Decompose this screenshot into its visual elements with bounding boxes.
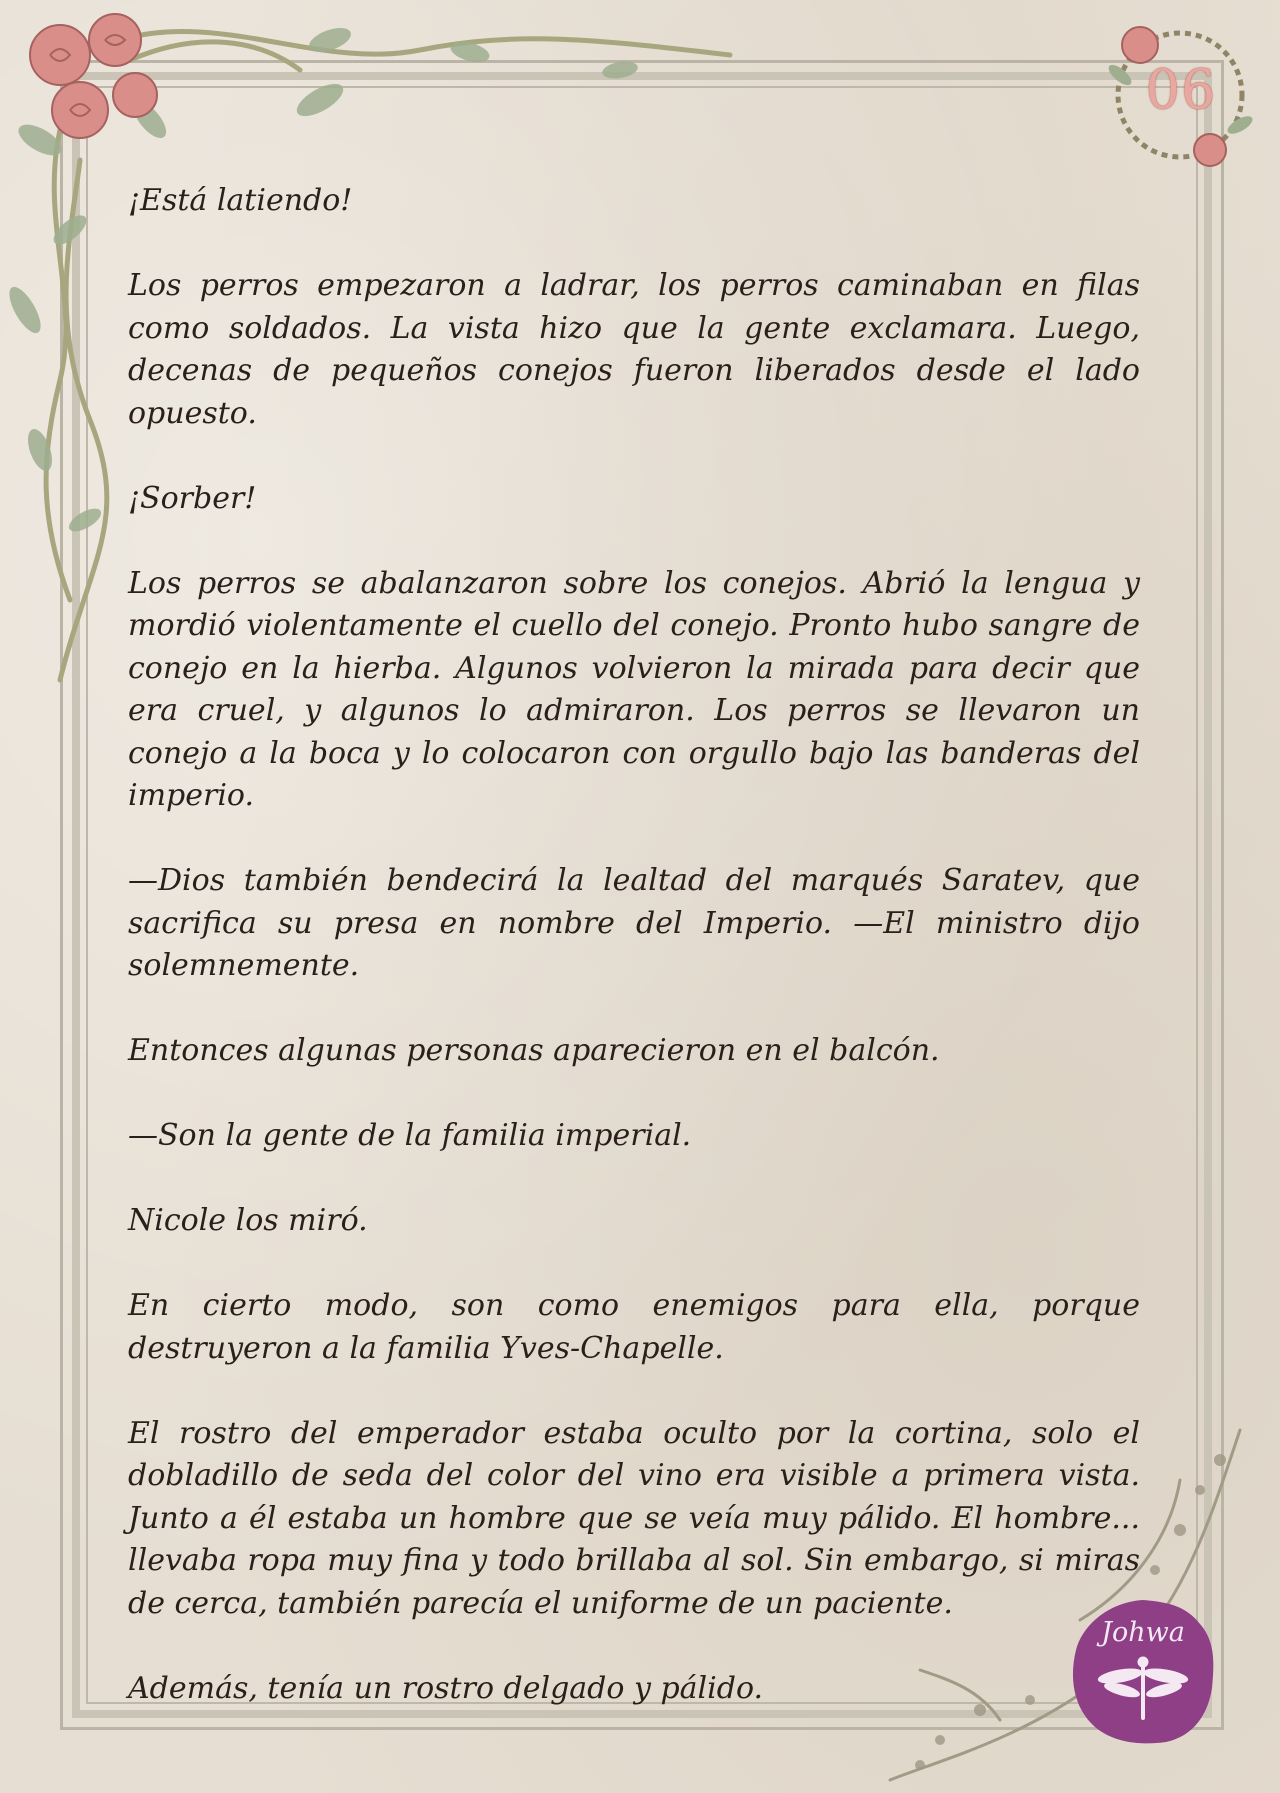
paragraph: Los perros empezaron a ladrar, los perros caminaban en filas como soldados. La vista hizo que la gente exclamara. Luego, decenas de pequeños conejos fueron liberados desde el lado opuesto. xyxy=(128,268,1140,431)
paragraph: En cierto modo, son como enemigos para ella, porque destruyeron a la familia Yves-Chapelle. xyxy=(128,1288,1140,1366)
paragraph: Nicole los miró. xyxy=(128,1203,368,1238)
paragraph: El rostro del emperador estaba oculto por la cortina, solo el dobladillo de seda del color del vino era visible a primera vista. Junto a él estaba un hombre que se veía muy pálido. El hombre... llevaba ropa muy fina y todo brillaba al sol. Sin embargo, si miras de cerca, también parecía el uniforme de un paciente. xyxy=(128,1415,1140,1621)
paragraph: Además, tenía un rostro delgado y pálido. xyxy=(128,1670,764,1706)
paragraph: Los perros se abalanzaron sobre los conejos. Abrió la lengua y mordió violentamente el cuello del conejo. Pronto hubo sangre de conejo en la hierba. Algunos volvieron la mirada para decir que era cruel, y algunos lo admiraron. Los perros se llevaron un conejo a la boca y lo colocaron con orgullo bajo las banderas del imperio. xyxy=(128,565,1140,813)
paragraph: ¡Está latiendo! xyxy=(128,183,353,218)
paragraph: ¡Sorber! xyxy=(128,480,257,516)
paragraph: Entonces algunas personas aparecieron en el balcón. xyxy=(128,1033,940,1068)
paragraph: —Dios también bendecirá la lealtad del marqués Saratev, que sacrifica su presa en nombre del Imperio. —El ministro dijo solemnemente. xyxy=(128,863,1140,983)
page-number: 06 xyxy=(1145,58,1217,121)
logo-label: Johwa xyxy=(1101,1617,1185,1648)
paragraph: —Son la gente de la familia imperial. xyxy=(128,1118,692,1153)
